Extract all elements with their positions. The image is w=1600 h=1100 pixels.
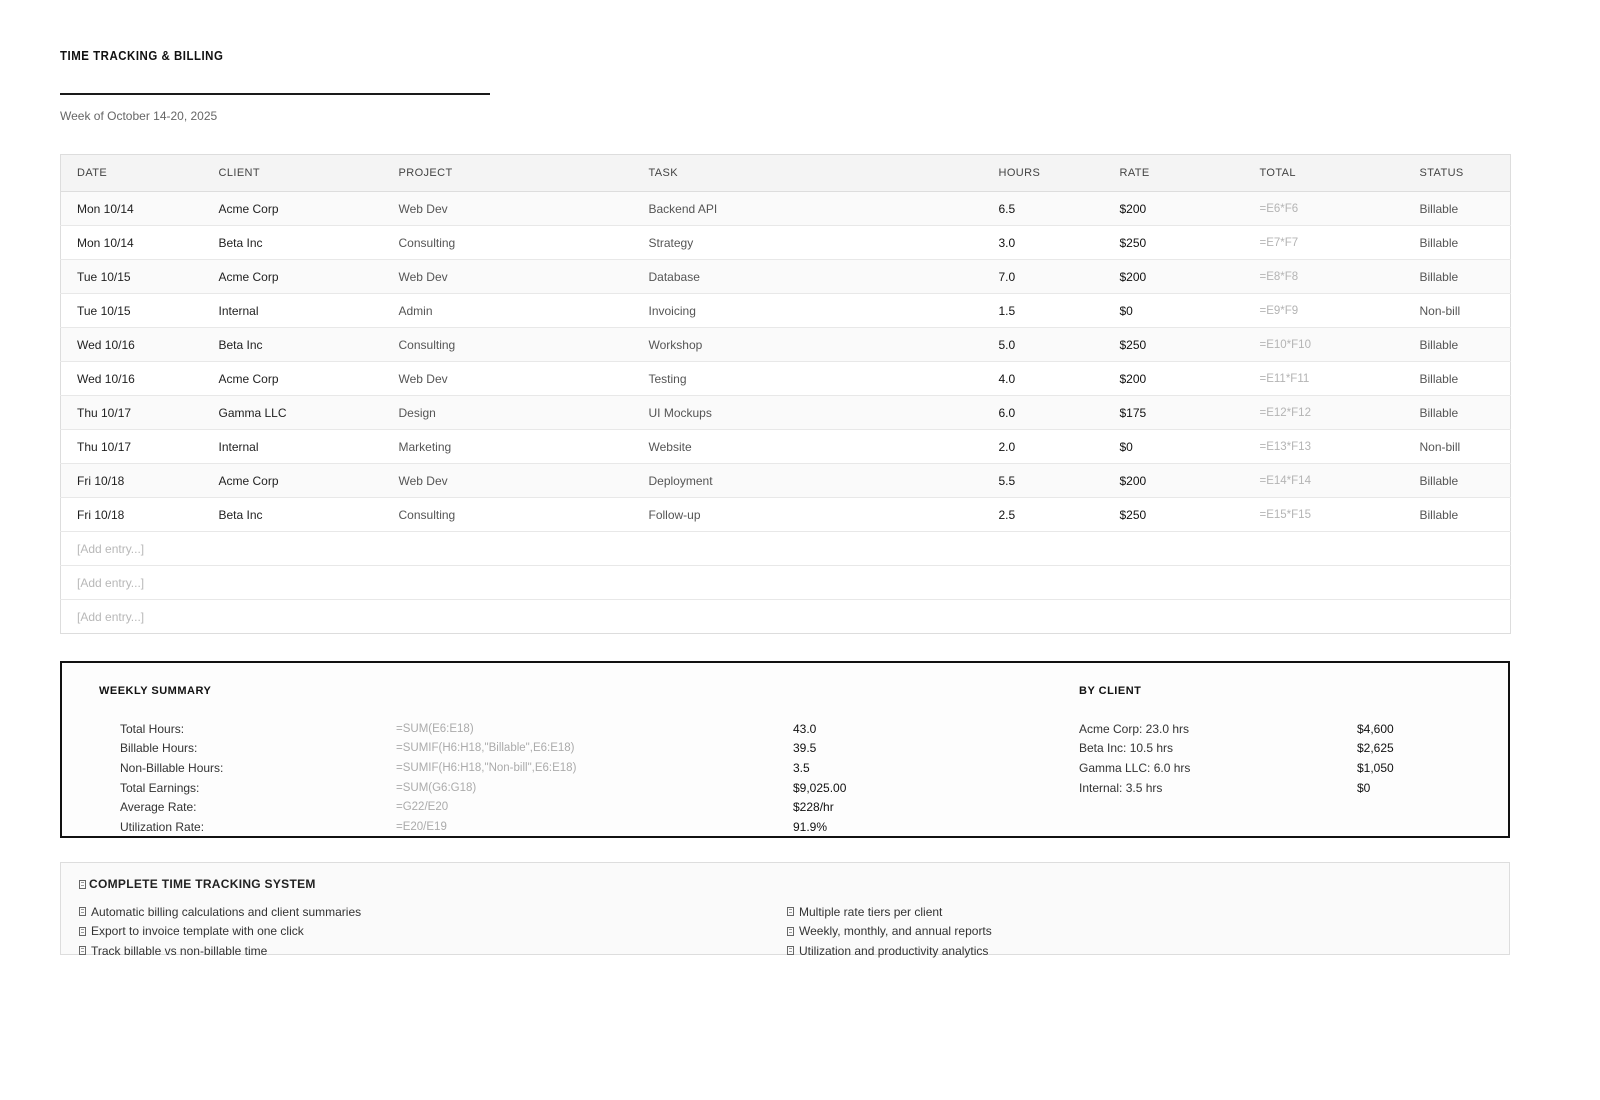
summary-row bbox=[120, 719, 846, 739]
column-header: CLIENT bbox=[203, 155, 383, 192]
cell-rate: $200 bbox=[1104, 464, 1244, 498]
cell-total-formula: =E9*F9 bbox=[1244, 294, 1404, 328]
cell-project: Design bbox=[383, 396, 633, 430]
cell-project: Consulting bbox=[383, 498, 633, 532]
feature-item-text: Weekly, monthly, and annual reports bbox=[799, 924, 992, 939]
cell-client: Acme Corp bbox=[203, 192, 383, 226]
by-client-row bbox=[1079, 778, 1394, 798]
time-entry-row bbox=[61, 294, 1511, 328]
by-client-label: Acme Corp: 23.0 hrs bbox=[1079, 721, 1190, 736]
cell-project: Consulting bbox=[383, 226, 633, 260]
cell-total-formula: =E13*F13 bbox=[1244, 430, 1404, 464]
summary-value: $9,025.00 bbox=[793, 780, 847, 795]
cell-hours: 4.0 bbox=[983, 362, 1104, 396]
cell-hours: 1.5 bbox=[983, 294, 1104, 328]
time-entry-row bbox=[61, 328, 1511, 362]
cell-date: Thu 10/17 bbox=[61, 396, 203, 430]
feature-item-text: Utilization and productivity analytics bbox=[799, 943, 989, 958]
cell-client: Beta Inc bbox=[203, 328, 383, 362]
cell-date: Wed 10/16 bbox=[61, 362, 203, 396]
time-entries-table bbox=[60, 154, 1511, 634]
summary-formula: =SUM(G6:G18) bbox=[396, 781, 477, 794]
summary-formula: =G22/E20 bbox=[396, 801, 449, 814]
feature-item bbox=[79, 941, 787, 961]
cell-project: Admin bbox=[383, 294, 633, 328]
feature-item bbox=[787, 941, 1509, 961]
cell-date: Mon 10/14 bbox=[61, 226, 203, 260]
missing-glyph-icon bbox=[787, 907, 794, 916]
cell-status: Billable bbox=[1404, 260, 1511, 294]
feature-item bbox=[787, 902, 1509, 922]
cell-task: Website bbox=[633, 430, 983, 464]
missing-glyph-icon bbox=[787, 927, 794, 936]
by-client-row bbox=[1079, 739, 1394, 759]
summary-formula: =SUMIF(H6:H18,"Non-bill",E6:E18) bbox=[396, 761, 577, 774]
cell-hours: 6.0 bbox=[983, 396, 1104, 430]
time-entry-row bbox=[61, 498, 1511, 532]
cell-rate: $0 bbox=[1104, 430, 1244, 464]
cell-project: Web Dev bbox=[383, 464, 633, 498]
cell-rate: $250 bbox=[1104, 498, 1244, 532]
cell-rate: $0 bbox=[1104, 294, 1244, 328]
summary-label: Utilization Rate: bbox=[120, 819, 205, 834]
cell-rate: $200 bbox=[1104, 260, 1244, 294]
weekly-summary-rows bbox=[120, 719, 846, 837]
feature-item bbox=[787, 922, 1509, 942]
cell-status: Billable bbox=[1404, 362, 1511, 396]
cell-rate: $250 bbox=[1104, 226, 1244, 260]
add-entry-row[interactable] bbox=[61, 532, 1511, 566]
summary-row bbox=[120, 739, 846, 759]
feature-item bbox=[79, 902, 787, 922]
cell-total-formula: =E12*F12 bbox=[1244, 396, 1404, 430]
features-panel bbox=[60, 862, 1510, 958]
cell-rate: $200 bbox=[1104, 192, 1244, 226]
cell-date: Mon 10/14 bbox=[61, 192, 203, 226]
cell-client: Beta Inc bbox=[203, 226, 383, 260]
features-list-left bbox=[79, 902, 787, 961]
summary-row bbox=[120, 817, 846, 837]
cell-total-formula: =E10*F10 bbox=[1244, 328, 1404, 362]
by-client-value: $0 bbox=[1357, 780, 1371, 795]
features-list-right bbox=[787, 902, 1509, 961]
feature-item bbox=[79, 922, 787, 942]
cell-hours: 5.0 bbox=[983, 328, 1104, 362]
column-header: PROJECT bbox=[383, 155, 633, 192]
summary-value: 39.5 bbox=[793, 741, 817, 756]
week-subtitle: Week of October 14-20, 2025 bbox=[60, 109, 218, 123]
by-client-title: BY CLIENT bbox=[1079, 685, 1142, 697]
cell-task: UI Mockups bbox=[633, 396, 983, 430]
cell-date: Wed 10/16 bbox=[61, 328, 203, 362]
cell-date: Fri 10/18 bbox=[61, 464, 203, 498]
cell-total-formula: =E6*F6 bbox=[1244, 192, 1404, 226]
cell-project: Web Dev bbox=[383, 192, 633, 226]
summary-row bbox=[120, 778, 846, 798]
cell-date: Fri 10/18 bbox=[61, 498, 203, 532]
cell-total-formula: =E8*F8 bbox=[1244, 260, 1404, 294]
cell-rate: $175 bbox=[1104, 396, 1244, 430]
cell-client: Acme Corp bbox=[203, 260, 383, 294]
cell-rate: $250 bbox=[1104, 328, 1244, 362]
cell-date: Tue 10/15 bbox=[61, 294, 203, 328]
summary-label: Average Rate: bbox=[120, 800, 197, 815]
weekly-summary-title: WEEKLY SUMMARY bbox=[99, 685, 212, 697]
missing-glyph-icon bbox=[79, 907, 86, 916]
cell-status: Non-bill bbox=[1404, 294, 1511, 328]
missing-glyph-icon bbox=[79, 927, 86, 936]
summary-label: Non-Billable Hours: bbox=[120, 760, 224, 775]
cell-client: Internal bbox=[203, 430, 383, 464]
cell-client: Acme Corp bbox=[203, 464, 383, 498]
summary-row bbox=[120, 797, 846, 817]
table-header-row bbox=[61, 155, 1511, 192]
summary-value: 43.0 bbox=[793, 721, 817, 736]
cell-client: Gamma LLC bbox=[203, 396, 383, 430]
cell-status: Billable bbox=[1404, 396, 1511, 430]
by-client-rows bbox=[1079, 719, 1394, 797]
column-header: TASK bbox=[633, 155, 983, 192]
cell-hours: 6.5 bbox=[983, 192, 1104, 226]
cell-status: Billable bbox=[1404, 498, 1511, 532]
cell-task: Backend API bbox=[633, 192, 983, 226]
summary-label: Billable Hours: bbox=[120, 741, 198, 756]
time-entry-row bbox=[61, 192, 1511, 226]
time-entry-row bbox=[61, 430, 1511, 464]
cell-rate: $200 bbox=[1104, 362, 1244, 396]
by-client-row bbox=[1079, 758, 1394, 778]
add-entry-placeholder[interactable]: [Add entry...] bbox=[61, 566, 1511, 600]
cell-project: Web Dev bbox=[383, 260, 633, 294]
summary-formula: =SUM(E6:E18) bbox=[396, 722, 474, 735]
cell-project: Web Dev bbox=[383, 362, 633, 396]
cell-hours: 2.0 bbox=[983, 430, 1104, 464]
feature-item-text: Export to invoice template with one click bbox=[91, 924, 304, 939]
cell-status: Billable bbox=[1404, 192, 1511, 226]
time-entries-body bbox=[61, 192, 1511, 634]
time-entry-row bbox=[61, 362, 1511, 396]
page-title: TIME TRACKING & BILLING bbox=[60, 48, 224, 63]
features-columns bbox=[79, 902, 1509, 961]
time-entry-row bbox=[61, 260, 1511, 294]
column-header: RATE bbox=[1104, 155, 1244, 192]
add-entry-placeholder[interactable]: [Add entry...] bbox=[61, 532, 1511, 566]
summary-value: $228/hr bbox=[793, 800, 834, 815]
cell-hours: 3.0 bbox=[983, 226, 1104, 260]
cell-task: Invoicing bbox=[633, 294, 983, 328]
cell-task: Strategy bbox=[633, 226, 983, 260]
column-header: DATE bbox=[61, 155, 203, 192]
cell-client: Beta Inc bbox=[203, 498, 383, 532]
summary-label: Total Hours: bbox=[120, 721, 185, 736]
cell-total-formula: =E11*F11 bbox=[1244, 362, 1404, 396]
title-underline bbox=[60, 93, 490, 95]
summary-formula: =SUMIF(H6:H18,"Billable",E6:E18) bbox=[396, 742, 575, 755]
summary-formula: =E20/E19 bbox=[396, 820, 447, 833]
time-entry-row bbox=[61, 396, 1511, 430]
summary-row bbox=[120, 758, 846, 778]
features-title-text: COMPLETE TIME TRACKING SYSTEM bbox=[89, 877, 316, 891]
cell-project: Marketing bbox=[383, 430, 633, 464]
cell-status: Billable bbox=[1404, 226, 1511, 260]
cell-project: Consulting bbox=[383, 328, 633, 362]
cell-task: Database bbox=[633, 260, 983, 294]
cell-client: Acme Corp bbox=[203, 362, 383, 396]
features-title bbox=[79, 877, 1509, 891]
by-client-row bbox=[1079, 719, 1394, 739]
cell-hours: 2.5 bbox=[983, 498, 1104, 532]
cell-status: Billable bbox=[1404, 464, 1511, 498]
time-entry-row bbox=[61, 226, 1511, 260]
summary-value: 91.9% bbox=[793, 819, 828, 834]
by-client-value: $1,050 bbox=[1357, 760, 1394, 775]
weekly-summary-panel bbox=[60, 661, 1510, 838]
by-client-label: Gamma LLC: 6.0 hrs bbox=[1079, 760, 1191, 775]
cell-status: Billable bbox=[1404, 328, 1511, 362]
summary-label: Total Earnings: bbox=[120, 780, 200, 795]
cell-task: Follow-up bbox=[633, 498, 983, 532]
column-header: STATUS bbox=[1404, 155, 1511, 192]
by-client-value: $4,600 bbox=[1357, 721, 1394, 736]
time-entry-row bbox=[61, 464, 1511, 498]
column-header: HOURS bbox=[983, 155, 1104, 192]
cell-hours: 5.5 bbox=[983, 464, 1104, 498]
cell-task: Testing bbox=[633, 362, 983, 396]
by-client-label: Beta Inc: 10.5 hrs bbox=[1079, 741, 1174, 756]
add-entry-row[interactable] bbox=[61, 566, 1511, 600]
by-client-value: $2,625 bbox=[1357, 741, 1394, 756]
feature-item-text: Track billable vs non-billable time bbox=[91, 943, 268, 958]
feature-item-text: Multiple rate tiers per client bbox=[799, 904, 943, 919]
cell-task: Deployment bbox=[633, 464, 983, 498]
column-header: TOTAL bbox=[1244, 155, 1404, 192]
feature-item-text: Automatic billing calculations and client summaries bbox=[91, 904, 362, 919]
cell-total-formula: =E7*F7 bbox=[1244, 226, 1404, 260]
missing-glyph-icon bbox=[787, 946, 794, 955]
cell-task: Workshop bbox=[633, 328, 983, 362]
cell-total-formula: =E14*F14 bbox=[1244, 464, 1404, 498]
missing-glyph-icon bbox=[79, 880, 86, 889]
cell-client: Internal bbox=[203, 294, 383, 328]
by-client-label: Internal: 3.5 hrs bbox=[1079, 780, 1163, 795]
summary-value: 3.5 bbox=[793, 760, 810, 775]
cell-status: Non-bill bbox=[1404, 430, 1511, 464]
cell-total-formula: =E15*F15 bbox=[1244, 498, 1404, 532]
cell-date: Thu 10/17 bbox=[61, 430, 203, 464]
missing-glyph-icon bbox=[79, 946, 86, 955]
add-entry-row[interactable] bbox=[61, 600, 1511, 634]
cell-hours: 7.0 bbox=[983, 260, 1104, 294]
add-entry-placeholder[interactable]: [Add entry...] bbox=[61, 600, 1511, 634]
cell-date: Tue 10/15 bbox=[61, 260, 203, 294]
